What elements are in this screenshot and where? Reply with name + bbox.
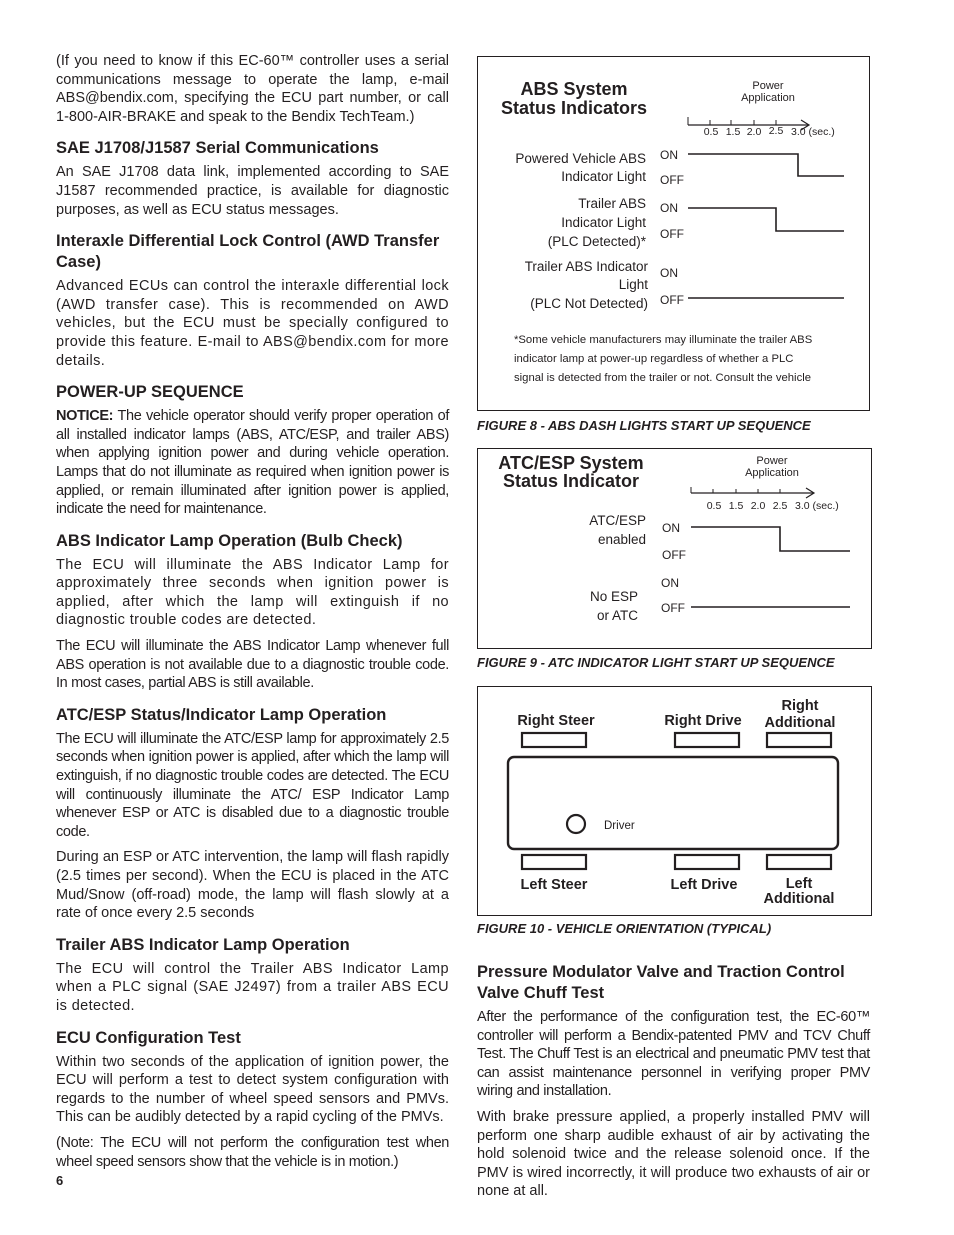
fig8-note-line3: signal is detected from the trailer or not. Consult the vehicle [514,372,812,384]
atc-heading: ATC/ESP Status/Indicator Lamp Operation [56,705,387,724]
fig9-tick-label: 1.5 [728,500,744,512]
fig9-power-line2: Application [745,467,799,479]
pmv-heading: Pressure Modulator Valve and Traction Control Valve Chuff Test [477,963,845,1002]
fig8-title-line1: ABS System [520,79,628,99]
right-additional-label-2: Additional [764,715,836,731]
left-column [56,52,449,1178]
trailer-paragraph: The ECU will control the Trailer ABS Indicator Lamp when a PLC signal (SAE J2497) from a trailer ABS ECU is detected. [56,960,449,1014]
fig9-tick-label: 3.0 (sec.) [795,500,839,512]
fig8-note-line1: *Some vehicle manufacturers may illuminate the trailer ABS [514,334,813,346]
page-number: 6 [56,1173,64,1188]
right-drive-label: Right Drive [664,713,742,729]
fig9-row1-line2: enabled [597,532,646,547]
fig9-row2-line1: No ESP [589,589,638,604]
fig8-tick-label: 2.0 [746,126,762,138]
left-drive-wheel [675,855,739,869]
fig9-title-line1: ATC/ESP System [498,453,644,473]
right-steer-label: Right Steer [517,713,595,729]
sae-heading: SAE J1708/J1587 Serial Communications [56,139,379,158]
sae-paragraph: An SAE J1708 data link, implemented according to SAE J1587 recommended practice, is available for diagnostic purposes, as well as ECU status messages. [56,164,449,218]
left-steer-label: Left Steer [520,877,588,893]
idl-paragraph: Advanced ECUs can control the interaxle differential lock (AWD transfer case). This is recommended on AWD vehicles, but the ECU must be specially configured to provide this feature. E-mail to ABS@bendix.com for more details. [56,278,449,369]
fig8-row1-line2: Indicator Light [561,169,646,184]
figure-9-diagram [478,449,871,648]
fig8-tick-label: 2.5 [768,125,784,137]
fig9-title-line2: Status Indicator [502,471,640,491]
fig9-tick-label: 2.0 [750,500,766,512]
fig9-row1-waveform [691,527,850,551]
config-heading: ECU Configuration Test [56,1028,241,1047]
driver-position-icon [567,815,585,833]
figure-10-box [477,686,872,916]
fig8-row1-waveform [688,154,844,176]
pmv-paragraph-1: After the performance of the configuration test, the EC-60™ controller will perform a Bendix-patented PMV and TCV Chuff Test. The Chuff Test is an electrical and pneumatic PMV test that can assist maintenance personnel in verifying proper PMV wiring and installation. [477,1009,870,1100]
fig9-row2-off: OFF [661,601,685,615]
fig8-row2-off: OFF [660,227,684,241]
driver-label: Driver [604,820,635,832]
right-additional-wheel [767,733,831,747]
fig8-row1-line1: Powered Vehicle ABS [515,151,646,166]
fig9-tick-label: 2.5 [772,500,788,512]
notice-label: NOTICE: [56,408,114,425]
left-drive-label: Left Drive [670,877,738,893]
fig8-row1-on: ON [660,148,678,162]
figure-8-diagram [478,57,869,410]
fig9-row1-line1: ATC/ESP [589,513,646,528]
notice-body: The vehicle operator should verify proper operation of all installed indicator lamps (ABS, ATC/ESP, and trailer ABS) when applying ignition power and during vehicle operation. Lamps that do not illuminate as required when ignition power is applied, or remain illuminated after ignition power is applied, indicate the need for maintenance. [56,408,449,518]
left-steer-wheel [522,855,586,869]
atc-paragraph-2: During an ESP or ATC intervention, the lamp will flash rapidly (2.5 times per second). When the ECU is placed in the ATC Mud/Snow (off-road) mode, the lamp will flash slowly at a rate of once every 2.5 seconds [56,849,449,922]
fig8-tick-label: 1.5 [725,126,741,138]
config-paragraph-2: (Note: The ECU will not perform the configuration test when wheel speed sensors show that the vehicle is in motion.) [56,1134,449,1170]
abs-lamp-paragraph-2: The ECU will illuminate the ABS Indicator Lamp whenever full ABS operation is not available due to a diagnostic trouble code. In most cases, partial ABS is still available. [56,638,449,692]
figure-10-diagram [478,687,871,915]
fig8-row3-line1: Trailer ABS Indicator [524,259,648,274]
left-additional-label-2: Additional [763,891,835,907]
fig9-tick-label: 0.5 [706,500,722,512]
right-additional-label-1: Right [781,698,819,714]
figure-10-caption: FIGURE 10 - VEHICLE ORIENTATION (TYPICAL) [477,921,772,936]
fig8-title-line2: Status Indicators [500,98,648,118]
fig8-tick-label: 3.0 (sec.) [791,126,835,138]
intro-paragraph: (If you need to know if this EC-60™ controller uses a serial communications message to operate the lamp, e-mail ABS@bendix.com, specifying the ECU part number, or call 1-800-AIR-BRAKE and speak to the Bendix TechTeam.) [56,53,449,125]
atc-paragraph-1: The ECU will illuminate the ATC/ESP lamp for approximately 2.5 seconds when ignition power is applied, after which the lamp will extinguish, if no diagnostic trouble codes are detected. The ECU will continuously illuminate the ATC/ ESP Indicator Lamp whenever ESP or ATC is disabled due to a diagnostic trouble code. [56,730,449,840]
fig8-row2-line1: Trailer ABS [578,196,646,211]
powerup-notice [56,407,449,519]
fig8-row3-line3: (PLC Not Detected) [530,296,648,311]
fig8-power-line1: Power [752,80,784,92]
fig9-power-line1: Power [756,455,788,467]
fig8-note-line2: indicator lamp at power-up regardless of whether a PLC [514,353,794,365]
fig8-power-line2: Application [741,92,795,104]
abs-lamp-paragraph-1: The ECU will illuminate the ABS Indicator Lamp for approximately three seconds when ignition power is applied, after which the lamp will extinguish if no diagnostic trouble codes are detected. [56,556,449,629]
fig8-row2-line3: (PLC Detected)* [547,234,646,249]
figure-8-caption: FIGURE 8 - ABS DASH LIGHTS START UP SEQUENCE [477,418,811,433]
powerup-heading: POWER-UP SEQUENCE [56,383,244,402]
fig8-row3-line2: Light [618,277,648,292]
fig8-row2-waveform [688,208,844,231]
figure-9-caption: FIGURE 9 - ATC INDICATOR LIGHT START UP SEQUENCE [477,655,835,670]
fig9-row1-off: OFF [662,548,686,562]
fig8-tick-label: 0.5 [703,126,719,138]
right-steer-wheel [522,733,586,747]
fig8-row3-off: OFF [660,293,684,307]
idl-heading: Interaxle Differential Lock Control (AWD Transfer Case) [56,232,440,272]
pmv-paragraph-2: With brake pressure applied, a properly installed PMV will perform one sharp audible exhaust of air by activating the hold solenoid twice and the release solenoid once. If the PMV is wired incorrectly, it will produce two exhausts of air or none at all. [477,1108,870,1200]
trailer-heading: Trailer ABS Indicator Lamp Operation [56,935,350,954]
left-additional-label-1: Left [785,876,813,892]
right-column-text [477,950,870,1208]
fig8-row1-off: OFF [660,173,684,187]
fig9-row1-on: ON [662,521,680,535]
vehicle-outline [508,757,838,849]
figure-9-box [477,448,872,649]
config-paragraph-1: Within two seconds of the application of ignition power, the ECU will perform a test to detect system configuration with regards to the number of wheel speed sensors and PMVs. This can be audibly detected by a rapid cycling of the PMVs. [56,1053,449,1126]
abs-lamp-heading: ABS Indicator Lamp Operation (Bulb Check) [56,531,403,550]
fig8-row2-on: ON [660,201,678,215]
fig9-row2-on: ON [661,576,679,590]
fig9-row2-line2: or ATC [596,608,638,623]
left-additional-wheel [767,855,831,869]
right-drive-wheel [675,733,739,747]
fig8-row2-line2: Indicator Light [561,215,646,230]
fig8-row3-on: ON [660,266,678,280]
figure-8-box [477,56,870,411]
